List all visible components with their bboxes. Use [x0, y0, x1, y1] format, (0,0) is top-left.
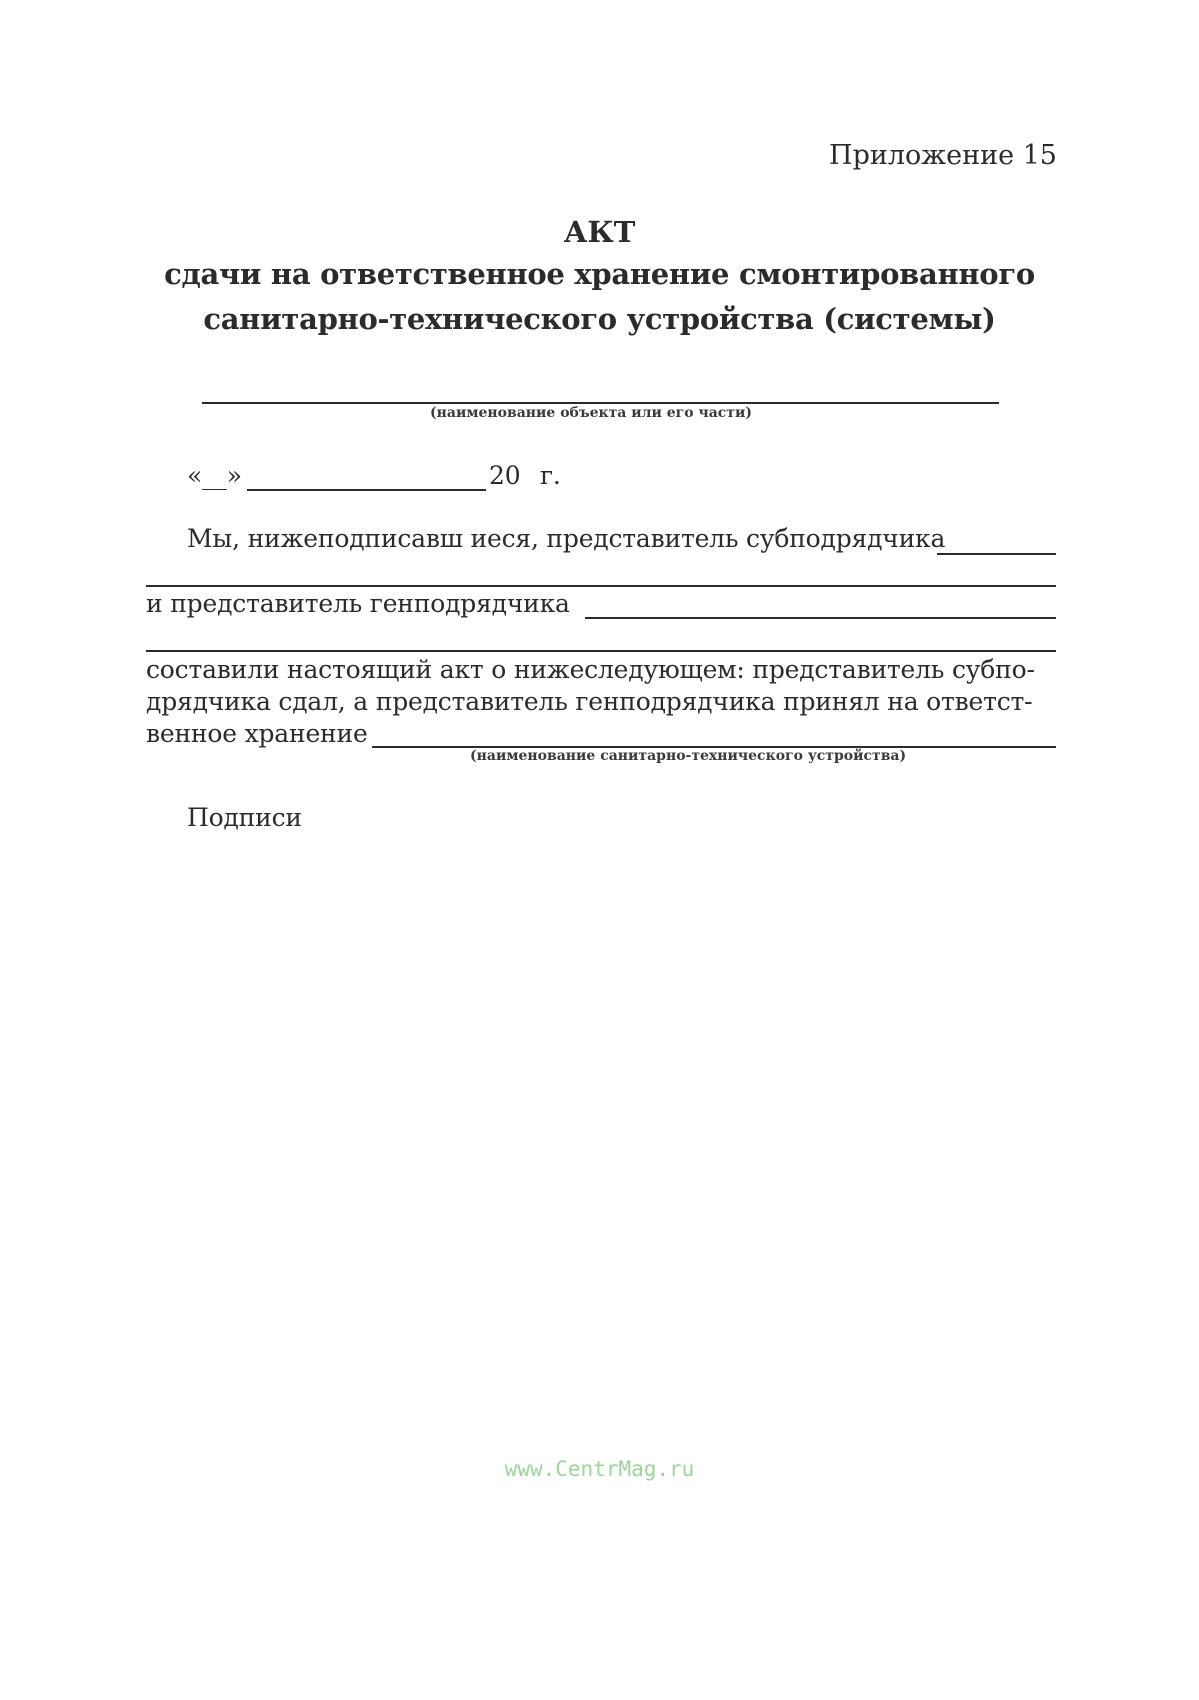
signatures-label: Подписи [187, 803, 302, 832]
subcontractor-blank-short [937, 553, 1056, 555]
document-title-block [0, 212, 1199, 342]
document-subtitle-line-2: санитарно-технического устройства (системы) [203, 302, 996, 336]
general-contractor-blank-short [585, 617, 1056, 619]
device-name-caption: (наименование санитарно-технического устройства) [470, 748, 907, 764]
act-statement-line-1: составили настоящий акт о нижеследующем: представитель субпо- [146, 655, 1035, 684]
general-contractor-statement: и представитель генподрядчика [146, 589, 570, 618]
document-title: АКТ [563, 215, 636, 249]
subcontractor-statement: Мы, нижеподписавш иеся, представитель субподрядчика [187, 524, 946, 553]
date-day-field: «__» [187, 461, 242, 490]
subcontractor-blank-full [146, 585, 1056, 587]
date-year-prefix: 20 [489, 461, 521, 490]
object-name-caption: (наименование объекта или его части) [430, 405, 752, 421]
appendix-label: Приложение 15 [829, 140, 1057, 171]
act-statement-line-2: дрядчика сдал, а представитель генподрядчика принял на ответст- [146, 687, 1033, 716]
object-name-line [202, 402, 999, 404]
date-year-suffix: г. [540, 461, 561, 490]
general-contractor-blank-full [146, 650, 1056, 652]
document-subtitle-line-1: сдачи на ответственное хранение смонтированного [164, 257, 1035, 291]
date-month-line [247, 489, 486, 491]
watermark-text: www.CentrMag.ru [504, 1457, 695, 1481]
act-statement-line-3: венное хранение [146, 719, 368, 748]
